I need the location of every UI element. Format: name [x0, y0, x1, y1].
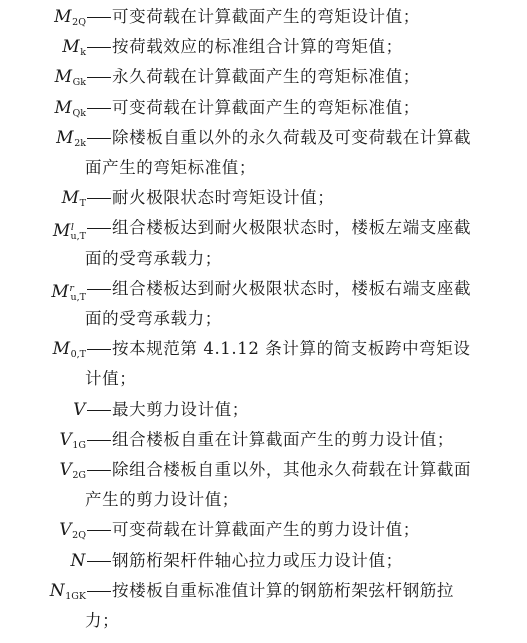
- symbol-base: M: [52, 339, 71, 360]
- entry-line: [0, 123, 527, 153]
- entry-line: [0, 455, 527, 485]
- symbol-base: M: [56, 127, 75, 148]
- entry-line: [0, 213, 527, 243]
- definition-text: 耐火极限状态时弯矩设计值；: [112, 188, 335, 208]
- symbol-subscript: 2Q: [72, 17, 86, 28]
- em-dash-separator: [87, 455, 111, 485]
- em-dash-separator: [87, 334, 111, 364]
- definition-text: 可变荷载在计算截面产生的剪力设计值；: [112, 520, 420, 540]
- symbol: [0, 515, 86, 545]
- symbol-entry: [0, 546, 527, 576]
- symbol-subscript: T: [79, 198, 86, 210]
- symbol-base: M: [54, 97, 73, 118]
- symbol-entry: [0, 32, 527, 62]
- symbol: [0, 183, 86, 213]
- symbol-entry: [0, 576, 527, 636]
- definition-text: 按荷载效应的标准组合计算的弯矩值；: [112, 37, 403, 57]
- symbol-entry: [0, 425, 527, 455]
- symbol-entry: [0, 123, 527, 183]
- symbol: [0, 455, 86, 485]
- entry-line: [0, 274, 527, 304]
- symbol: [0, 334, 86, 364]
- em-dash-separator: [87, 123, 111, 153]
- symbol-entry: [0, 334, 527, 394]
- em-dash-separator: [87, 576, 111, 606]
- entry-line: [0, 334, 527, 364]
- symbol-entry: [0, 274, 527, 334]
- symbol-entry: [0, 2, 527, 32]
- symbol: [0, 2, 86, 32]
- symbol-entry: [0, 455, 527, 515]
- symbol: [0, 123, 86, 153]
- symbol-base: M: [61, 188, 80, 209]
- entry-line: [0, 546, 527, 576]
- symbol: [0, 425, 86, 455]
- definition-text: 组合楼板达到耐火极限状态时，楼板左端支座截: [112, 218, 472, 238]
- em-dash-separator: [87, 32, 111, 62]
- definition-text: 可变荷载在计算截面产生的弯矩标准值；: [112, 97, 420, 117]
- symbol-base: V: [59, 429, 73, 450]
- entry-line: [0, 515, 527, 545]
- symbol-entry: [0, 213, 527, 273]
- entry-line: [0, 395, 527, 425]
- em-dash-separator: [87, 183, 111, 213]
- definition-continuation: 力；: [85, 610, 120, 630]
- symbol: [0, 395, 86, 425]
- symbol: [0, 274, 86, 304]
- entry-line: [0, 32, 527, 62]
- symbol-subscript: 2G: [72, 470, 86, 481]
- symbol: [0, 32, 86, 62]
- definition-text: 组合楼板达到耐火极限状态时，楼板右端支座截: [112, 278, 472, 298]
- definition-continuation: 产生的剪力设计值；: [85, 490, 239, 510]
- symbol-superscript: r: [69, 282, 75, 294]
- symbol-base: M: [51, 281, 70, 302]
- symbol-subscript: u,T: [70, 231, 86, 243]
- definition-text: 按本规范第 4.1.12 条计算的简支板跨中弯矩设: [112, 339, 471, 359]
- entry-line: [0, 2, 527, 32]
- em-dash-separator: [87, 515, 111, 545]
- symbol-base: N: [49, 580, 66, 601]
- symbol-base: M: [54, 7, 73, 27]
- definition-text: 除组合楼板自重以外，其他永久荷载在计算截面: [112, 460, 472, 479]
- definition-text: 组合楼板自重在计算截面产生的剪力设计值；: [112, 429, 454, 449]
- symbol-entry: [0, 395, 527, 425]
- symbol-entry: [0, 183, 527, 213]
- em-dash-separator: [87, 395, 111, 425]
- symbol-base: V: [59, 460, 73, 480]
- definition-text: 永久荷载在计算截面产生的弯矩标准值；: [112, 67, 420, 87]
- em-dash-separator: [87, 546, 111, 576]
- symbol-base: V: [73, 399, 86, 420]
- symbol-subscript: 0,T: [70, 349, 86, 361]
- symbol-base: M: [52, 221, 71, 242]
- symbol-entry: [0, 515, 527, 545]
- symbol: [0, 213, 86, 243]
- em-dash-separator: [87, 274, 111, 304]
- entry-line: [0, 425, 527, 455]
- definition-continuation: 计值；: [85, 369, 137, 389]
- definition-continuation: 面的受弯承载力；: [85, 308, 222, 328]
- symbol-subscript: k: [80, 47, 86, 59]
- definition-text: 按楼板自重标准值计算的钢筋桁架弦杆钢筋拉: [112, 580, 454, 600]
- symbol-base: V: [59, 520, 73, 541]
- definition-text: 钢筋桁架杆件轴心拉力或压力设计值；: [112, 550, 403, 570]
- symbol-subscript: u,T: [70, 291, 86, 303]
- symbol: [0, 62, 86, 92]
- symbol-base: M: [54, 67, 73, 88]
- symbol-subscript: Qk: [72, 107, 86, 119]
- entry-line: [0, 93, 527, 123]
- definition-continuation: 面产生的弯矩标准值；: [85, 157, 256, 177]
- entry-line: [0, 576, 527, 606]
- symbol-subscript: 1GK: [65, 590, 86, 602]
- symbol-entry: [0, 62, 527, 92]
- definition-text: 最大剪力设计值；: [112, 399, 249, 419]
- symbol-base: M: [62, 37, 81, 58]
- symbol-subscript: 2k: [74, 137, 86, 149]
- symbol: [0, 576, 86, 606]
- em-dash-separator: [87, 62, 111, 92]
- em-dash-separator: [87, 2, 111, 32]
- symbol: [0, 546, 86, 576]
- em-dash-separator: [87, 425, 111, 455]
- entry-line: [0, 62, 527, 92]
- symbol-entry: [0, 93, 527, 123]
- symbol-superscript: l: [70, 222, 75, 234]
- symbol-subscript: 2Q: [72, 530, 86, 542]
- symbol: [0, 93, 86, 123]
- em-dash-separator: [87, 213, 111, 243]
- em-dash-separator: [87, 93, 111, 123]
- definition-text: 可变荷载在计算截面产生的弯矩设计值；: [112, 7, 420, 26]
- definition-continuation: 面的受弯承载力；: [85, 248, 222, 268]
- symbol-subscript: 1G: [72, 439, 86, 451]
- symbol-subscript: Gk: [72, 77, 86, 89]
- definition-text: 除楼板自重以外的永久荷载及可变荷载在计算截: [112, 127, 472, 147]
- symbol-base: N: [70, 550, 86, 571]
- entry-line: [0, 183, 527, 213]
